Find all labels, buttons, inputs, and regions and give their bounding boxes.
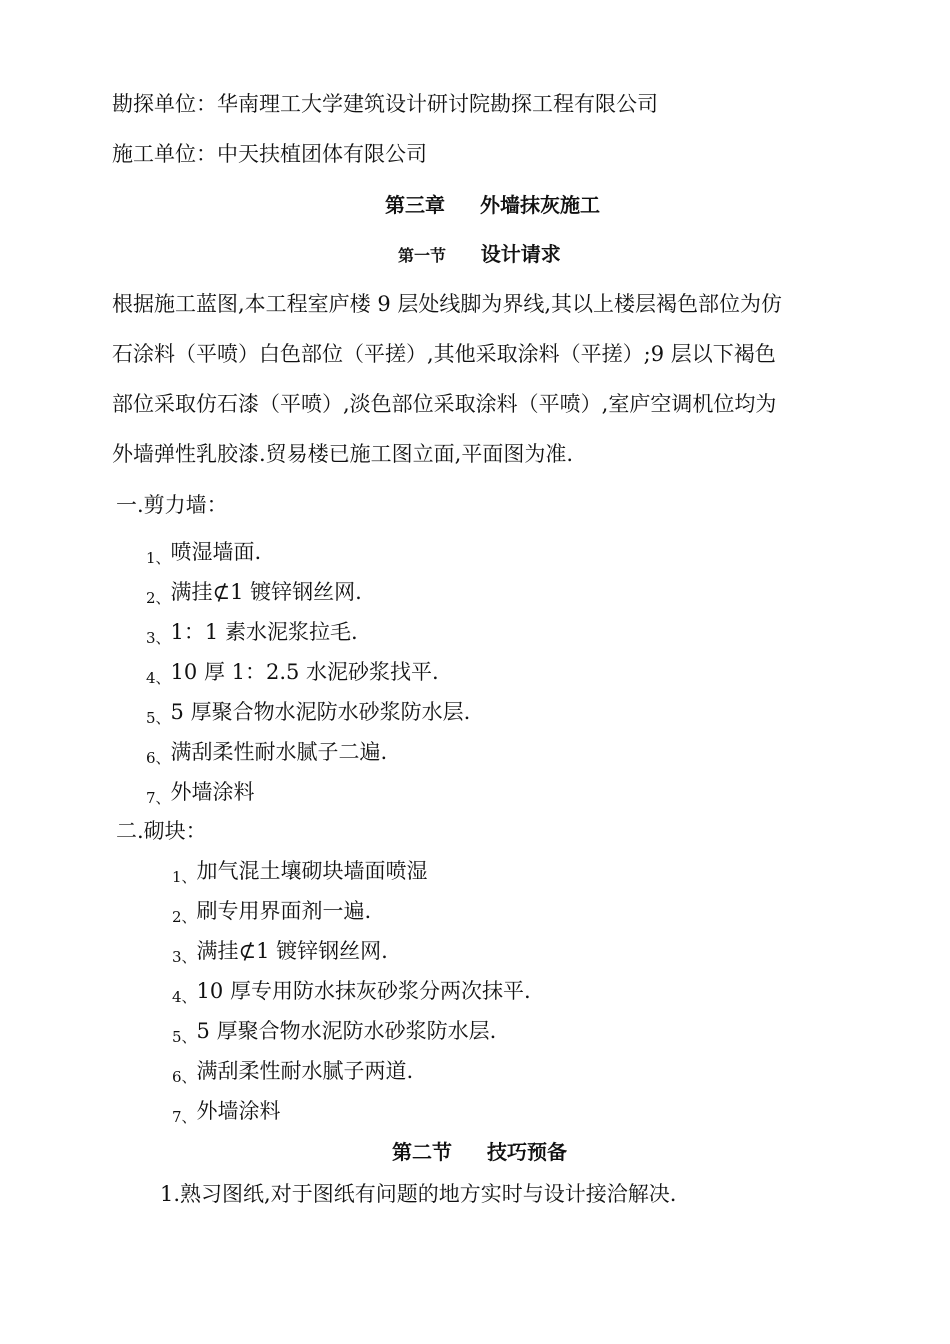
list-item <box>146 618 358 652</box>
list-item <box>172 1017 496 1051</box>
section1-number: 第一节 <box>398 246 447 265</box>
list-item-number: 5、 <box>146 709 171 727</box>
list-item-number: 5、 <box>172 1028 197 1046</box>
list-item-text: 加气混土壤砌块墙面喷湿 <box>196 859 428 883</box>
construction-unit-line: 施工单位：中天扶植团体有限公司 <box>112 142 427 166</box>
shear-wall-heading: 一.剪力墙： <box>116 493 228 517</box>
paragraph-line: 外墙弹性乳胶漆.贸易楼已施工图立面,平面图为准. <box>112 442 574 466</box>
section2-heading <box>392 1138 567 1166</box>
block-wall-heading: 二.砌块： <box>116 819 207 843</box>
list-item <box>146 738 387 772</box>
list-item <box>146 658 439 692</box>
paragraph-line: 部位采取仿石漆（平喷）,淡色部位采取涂料（平喷）,室庐空调机位均为 <box>112 392 777 416</box>
section2-title: 技巧预备 <box>486 1140 567 1164</box>
survey-unit-line: 勘探单位：华南理工大学建筑设计研讨院勘探工程有限公司 <box>112 92 658 116</box>
section1-title: 设计请求 <box>480 242 561 266</box>
section2-item: 1.熟习图纸,对于图纸有问题的地方实时与设计接洽解决. <box>160 1182 677 1206</box>
list-item-text: 满挂⊄1 镀锌钢丝网. <box>196 939 388 963</box>
chapter-heading <box>385 191 600 219</box>
list-item <box>172 897 371 931</box>
list-item <box>172 857 428 891</box>
list-item <box>146 778 255 812</box>
list-item <box>172 937 388 971</box>
list-item-text: 喷湿墙面. <box>170 540 262 564</box>
paragraph-line: 根据施工蓝图,本工程室庐楼 9 层处线脚为界线,其以上楼层褐色部位为仿 <box>112 292 783 316</box>
list-item-number: 2、 <box>146 589 171 607</box>
list-item-number: 7、 <box>146 789 171 807</box>
paragraph-line: 石涂料（平喷）白色部位（平搓）,其他采取涂料（平搓）;9 层以下褐色 <box>112 342 776 366</box>
list-item-text: 10 厚专用防水抹灰砂浆分两次抹平. <box>196 979 531 1003</box>
list-item-number: 4、 <box>146 669 171 687</box>
list-item <box>146 538 261 572</box>
list-item-text: 外墙涂料 <box>196 1099 281 1123</box>
list-item-number: 3、 <box>172 948 197 966</box>
list-item-number: 1、 <box>172 868 197 886</box>
list-item-text: 满刮柔性耐水腻子两道. <box>196 1059 414 1083</box>
list-item-number: 2、 <box>172 908 197 926</box>
list-item-text: 1：1 素水泥浆拉毛. <box>170 620 358 644</box>
list-item <box>172 977 531 1011</box>
list-item-text: 外墙涂料 <box>170 780 255 804</box>
list-item-number: 6、 <box>146 749 171 767</box>
list-item-number: 6、 <box>172 1068 197 1086</box>
chapter-title: 外墙抹灰施工 <box>479 193 600 217</box>
list-item <box>172 1097 281 1131</box>
list-item-text: 满挂⊄1 镀锌钢丝网. <box>170 580 362 604</box>
list-item <box>146 698 470 732</box>
list-item <box>172 1057 413 1091</box>
list-item-text: 5 厚聚合物水泥防水砂浆防水层. <box>170 700 471 724</box>
section2-number: 第二节 <box>392 1140 452 1164</box>
list-item-number: 4、 <box>172 988 197 1006</box>
list-item-text: 刷专用界面剂一遍. <box>196 899 372 923</box>
list-item-number: 3、 <box>146 629 171 647</box>
list-item-text: 5 厚聚合物水泥防水砂浆防水层. <box>196 1019 497 1043</box>
section1-heading <box>398 240 561 270</box>
list-item-text: 满刮柔性耐水腻子二遍. <box>170 740 388 764</box>
list-item <box>146 578 362 612</box>
list-item-number: 7、 <box>172 1108 197 1126</box>
chapter-number: 第三章 <box>385 193 445 217</box>
list-item-number: 1、 <box>146 549 171 567</box>
list-item-text: 10 厚 1：2.5 水泥砂浆找平. <box>170 660 439 684</box>
